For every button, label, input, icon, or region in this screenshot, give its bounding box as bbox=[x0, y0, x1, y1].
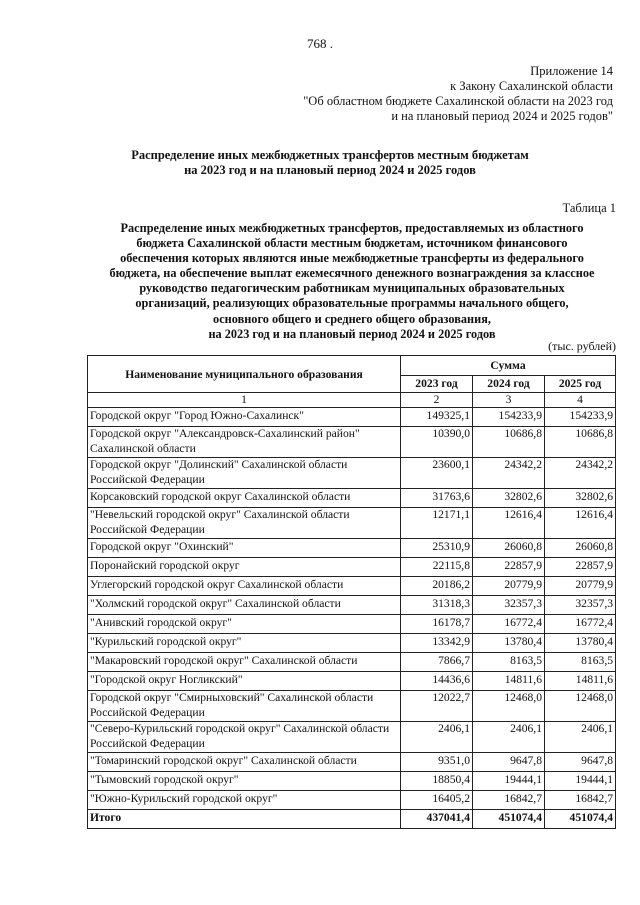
municipality-name: "Курильский городской округ" bbox=[88, 634, 401, 653]
municipality-name: "Южно-Курильский городской округ" bbox=[88, 791, 401, 810]
value-2023: 149325,1 bbox=[401, 408, 473, 427]
value-2024: 9647,8 bbox=[473, 753, 545, 772]
value-2023: 20186,2 bbox=[401, 577, 473, 596]
municipality-name: "Северо-Курильский городской округ" Сахалинской области Российской Федерации bbox=[88, 722, 401, 753]
subtitle-line: основного общего и среднего общего образования, bbox=[213, 311, 491, 326]
value-2025: 12468,0 bbox=[545, 691, 616, 722]
column-index: 4 bbox=[545, 393, 616, 408]
appendix-header bbox=[303, 64, 613, 124]
header-year-2024: 2024 год bbox=[473, 375, 545, 392]
value-2023: 2406,1 bbox=[401, 722, 473, 753]
document-title bbox=[60, 148, 600, 178]
appendix-line: Приложение 14 bbox=[530, 64, 613, 78]
municipality-name: Корсаковский городской округ Сахалинской области bbox=[88, 489, 401, 508]
value-2025: 19444,1 bbox=[545, 772, 616, 791]
units-label: (тыс. рублей) bbox=[548, 339, 616, 353]
municipality-name: Городской округ "Город Южно-Сахалинск" bbox=[88, 408, 401, 427]
value-2023: 14436,6 bbox=[401, 672, 473, 691]
municipality-name: "Холмский городской округ" Сахалинской области bbox=[88, 596, 401, 615]
municipality-name: Углегорский городской округ Сахалинской области bbox=[88, 577, 401, 596]
value-2024: 12616,4 bbox=[473, 508, 545, 539]
municipality-name: Городской округ "Александровск-Сахалинский район" Сахалинской области bbox=[88, 427, 401, 458]
value-2025: 14811,6 bbox=[545, 672, 616, 691]
subtitle-line: бюджета, на обеспечение выплат ежемесячного денежного вознаграждения за классное bbox=[109, 266, 595, 281]
value-2023: 9351,0 bbox=[401, 753, 473, 772]
value-2025: 13780,4 bbox=[545, 634, 616, 653]
title-line: на 2023 год и на плановый период 2024 и 2025 годов bbox=[184, 163, 476, 177]
subtitle-line: Распределение иных межбюджетных трансфертов, предоставляемых из областного bbox=[120, 221, 584, 235]
value-2024: 22857,9 bbox=[473, 558, 545, 577]
value-2023: 31318,3 bbox=[401, 596, 473, 615]
column-index: 1 bbox=[88, 393, 401, 408]
municipality-name: "Томаринский городской округ" Сахалинской области bbox=[88, 753, 401, 772]
value-2023: 12171,1 bbox=[401, 508, 473, 539]
value-2024: 26060,8 bbox=[473, 539, 545, 558]
total-2024: 451074,4 bbox=[473, 810, 545, 829]
appendix-line: к Закону Сахалинской области bbox=[450, 79, 613, 93]
column-index: 3 bbox=[473, 393, 545, 408]
municipality-name: Городской округ "Долинский" Сахалинской области Российской Федерации bbox=[88, 458, 401, 489]
transfers-table bbox=[87, 355, 616, 829]
value-2023: 18850,4 bbox=[401, 772, 473, 791]
table-row bbox=[88, 596, 616, 615]
value-2024: 14811,6 bbox=[473, 672, 545, 691]
municipality-name: "Невельский городской округ" Сахалинской области Российской Федерации bbox=[88, 508, 401, 539]
table-row bbox=[88, 615, 616, 634]
table-row bbox=[88, 558, 616, 577]
table-title bbox=[86, 221, 618, 342]
table-row bbox=[88, 539, 616, 558]
value-2025: 9647,8 bbox=[545, 753, 616, 772]
header-year-2023: 2023 год bbox=[401, 375, 473, 392]
value-2025: 32357,3 bbox=[545, 596, 616, 615]
total-2025: 451074,4 bbox=[545, 810, 616, 829]
value-2024: 16842,7 bbox=[473, 791, 545, 810]
subtitle-line: на 2023 год и на плановый период 2024 и 2025 годов bbox=[208, 326, 496, 341]
value-2024: 32802,6 bbox=[473, 489, 545, 508]
appendix-line: "Об областном бюджете Сахалинской области на 2023 год bbox=[303, 94, 613, 108]
table-row bbox=[88, 634, 616, 653]
value-2023: 7866,7 bbox=[401, 653, 473, 672]
value-2023: 22115,8 bbox=[401, 558, 473, 577]
value-2025: 32802,6 bbox=[545, 489, 616, 508]
table-row bbox=[88, 508, 616, 539]
value-2024: 2406,1 bbox=[473, 722, 545, 753]
table-row bbox=[88, 722, 616, 753]
subtitle-line: организаций, реализующих образовательные программы начального общего, bbox=[135, 296, 569, 311]
subtitle-line: обеспечения которых являются иные межбюджетные трансферты из федерального bbox=[120, 251, 584, 266]
table-row bbox=[88, 691, 616, 722]
value-2024: 24342,2 bbox=[473, 458, 545, 489]
total-row bbox=[88, 810, 616, 829]
value-2023: 25310,9 bbox=[401, 539, 473, 558]
value-2023: 13342,9 bbox=[401, 634, 473, 653]
value-2024: 154233,9 bbox=[473, 408, 545, 427]
value-2025: 8163,5 bbox=[545, 653, 616, 672]
table-row bbox=[88, 672, 616, 691]
value-2024: 13780,4 bbox=[473, 634, 545, 653]
table-label: Таблица 1 bbox=[562, 201, 616, 215]
value-2024: 12468,0 bbox=[473, 691, 545, 722]
value-2023: 16405,2 bbox=[401, 791, 473, 810]
value-2025: 26060,8 bbox=[545, 539, 616, 558]
value-2024: 10686,8 bbox=[473, 427, 545, 458]
value-2024: 16772,4 bbox=[473, 615, 545, 634]
value-2023: 10390,0 bbox=[401, 427, 473, 458]
column-index: 2 bbox=[401, 393, 473, 408]
total-label: Итого bbox=[88, 810, 401, 829]
value-2024: 32357,3 bbox=[473, 596, 545, 615]
table-row bbox=[88, 458, 616, 489]
appendix-line: и на плановый период 2024 и 2025 годов" bbox=[391, 109, 613, 123]
header-name: Наименование муниципального образования bbox=[88, 356, 401, 393]
table-row bbox=[88, 427, 616, 458]
page-number: 768 . bbox=[307, 36, 333, 51]
value-2025: 10686,8 bbox=[545, 427, 616, 458]
value-2024: 20779,9 bbox=[473, 577, 545, 596]
value-2025: 154233,9 bbox=[545, 408, 616, 427]
table-row bbox=[88, 489, 616, 508]
table-row bbox=[88, 577, 616, 596]
value-2025: 24342,2 bbox=[545, 458, 616, 489]
value-2023: 31763,6 bbox=[401, 489, 473, 508]
header-year-2025: 2025 год bbox=[545, 375, 616, 392]
value-2025: 20779,9 bbox=[545, 577, 616, 596]
municipality-name: Городской округ "Охинский" bbox=[88, 539, 401, 558]
value-2024: 19444,1 bbox=[473, 772, 545, 791]
table-row bbox=[88, 653, 616, 672]
table-row bbox=[88, 408, 616, 427]
value-2023: 23600,1 bbox=[401, 458, 473, 489]
total-2023: 437041,4 bbox=[401, 810, 473, 829]
value-2025: 16772,4 bbox=[545, 615, 616, 634]
title-line: Распределение иных межбюджетных трансфертов местным бюджетам bbox=[131, 148, 529, 162]
municipality-name: "Тымовский городской округ" bbox=[88, 772, 401, 791]
municipality-name: "Анивский городской округ" bbox=[88, 615, 401, 634]
municipality-name: Поронайский городской округ bbox=[88, 558, 401, 577]
header-sum: Сумма bbox=[401, 356, 616, 376]
value-2024: 8163,5 bbox=[473, 653, 545, 672]
value-2025: 22857,9 bbox=[545, 558, 616, 577]
municipality-name: "Макаровский городской округ" Сахалинской области bbox=[88, 653, 401, 672]
value-2025: 2406,1 bbox=[545, 722, 616, 753]
municipality-name: "Городской округ Ногликский" bbox=[88, 672, 401, 691]
table-row bbox=[88, 791, 616, 810]
value-2023: 16178,7 bbox=[401, 615, 473, 634]
municipality-name: Городской округ "Смирныховский" Сахалинской области Российской Федерации bbox=[88, 691, 401, 722]
value-2025: 16842,7 bbox=[545, 791, 616, 810]
value-2023: 12022,7 bbox=[401, 691, 473, 722]
table-row bbox=[88, 772, 616, 791]
subtitle-line: бюджета Сахалинской области местным бюджетам, источником финансового bbox=[136, 236, 568, 251]
value-2025: 12616,4 bbox=[545, 508, 616, 539]
subtitle-line: руководство педагогическим работникам муниципальных образовательных bbox=[139, 281, 565, 296]
table-row bbox=[88, 753, 616, 772]
